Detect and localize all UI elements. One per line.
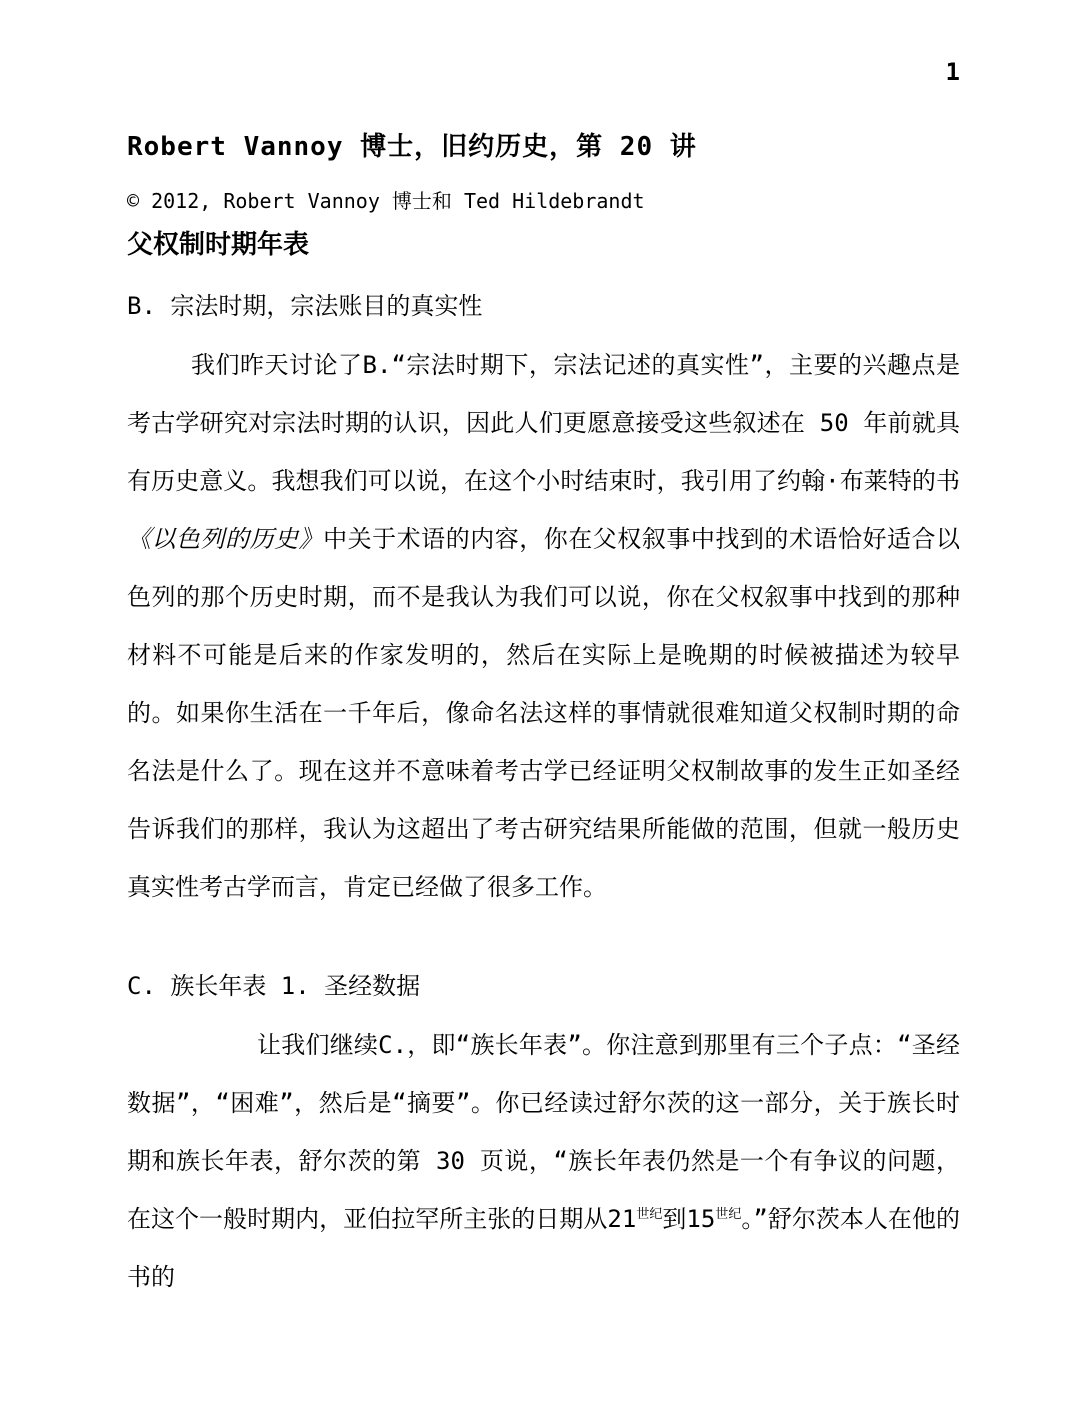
century-superscript-2: 世纪 <box>715 1207 742 1222</box>
section-c-paragraph <box>127 1016 960 1306</box>
section-b-text-1: 我们昨天讨论了B.“宗法时期下，宗法记述的真实性”，主要的兴趣点是考古学研究对宗法时期的认识，因此人们更愿意接受这些叙述在 50 年前就具有历史意义。我想我们可以说，在这个小时结束时，我引用了约翰·布莱特的书 <box>127 351 960 495</box>
section-c-text-2: 到15 <box>662 1205 716 1233</box>
section-c-text-3: 。”舒尔茨本人在他的书的 <box>127 1205 960 1291</box>
century-superscript-1: 世纪 <box>636 1207 663 1222</box>
page-number: 1 <box>945 58 960 86</box>
document-title: Robert Vannoy 博士，旧约历史，第 20 讲 <box>127 132 697 162</box>
book-title-italic: 《以色列的历史》 <box>127 525 324 553</box>
section-c-text-1: 让我们继续C.，即“族长年表”。你注意到那里有三个子点：“圣经数据”，“困难”，然后是“摘要”。你已经读过舒尔茨的这一部分，关于族长时期和族长年表，舒尔茨的第 30 页说，“族长年表仍然是一个有争议的问题，在这个一般时期内，亚伯拉罕所主张的日期从21 <box>127 1031 960 1233</box>
copyright-line: © 2012, Robert Vannoy 博士和 Ted Hildebrandt <box>127 189 645 213</box>
section-b-text-2: 中关于术语的内容，你在父权叙事中找到的术语恰好适合以色列的那个历史时期，而不是我认为我们可以说，你在父权叙事中找到的那种材料不可能是后来的作家发明的，然后在实际上是晚期的时候被描述为较早的。如果你生活在一千年后，像命名法这样的事情就很难知道父权制时期的命名法是什么了。现在这并不意味着考古学已经证明父权制故事的发生正如圣经告诉我们的那样，我认为这超出了考古研究结果所能做的范围，但就一般历史真实性考古学而言，肯定已经做了很多工作。 <box>127 525 961 901</box>
document-subtitle: 父权制时期年表 <box>127 230 310 260</box>
section-c-heading: C. 族长年表 1. 圣经数据 <box>127 972 421 1000</box>
section-b-paragraph <box>127 336 960 916</box>
section-b-heading: B. 宗法时期，宗法账目的真实性 <box>127 292 483 320</box>
document-content <box>127 130 960 1306</box>
